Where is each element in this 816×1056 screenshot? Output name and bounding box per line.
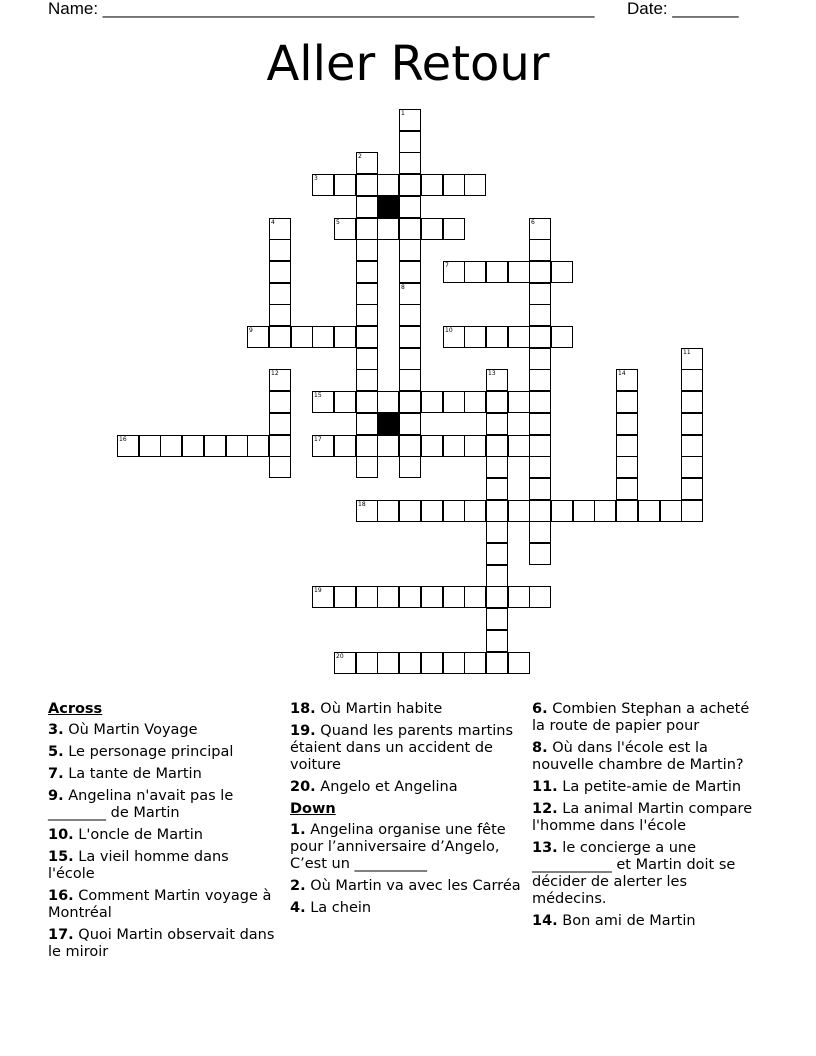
clue-number: 9	[249, 327, 253, 334]
clue-number: 7	[445, 262, 449, 269]
grid-cell[interactable]	[486, 608, 508, 630]
grid-cell[interactable]	[443, 261, 465, 283]
grid-cell[interactable]	[464, 435, 486, 457]
grid-cell[interactable]	[356, 261, 378, 283]
clue-number: 6	[531, 219, 535, 226]
clue-item-text: Où Martin habite	[315, 701, 443, 717]
grid-cell[interactable]	[681, 500, 703, 522]
grid-cell[interactable]	[508, 326, 530, 348]
grid-cell[interactable]	[269, 218, 291, 240]
clue-item-number: 12.	[532, 801, 558, 817]
down-clues-list	[290, 822, 522, 917]
down-clues-list-continued	[532, 701, 764, 930]
clue-item-text: Angelina organise une fête pour l’anniversaire d’Angelo, C’est un __________	[290, 822, 506, 872]
clue-item	[532, 701, 764, 735]
grid-cell[interactable]	[660, 500, 682, 522]
grid-cell[interactable]	[182, 435, 204, 457]
grid-cell[interactable]	[486, 326, 508, 348]
grid-cell[interactable]	[486, 435, 508, 457]
grid-cell[interactable]	[356, 326, 378, 348]
clue-item	[290, 822, 522, 873]
clue-item-number: 6.	[532, 701, 548, 717]
grid-cell[interactable]	[486, 543, 508, 565]
clue-item-text: Angelo et Angelina	[315, 779, 458, 795]
clue-item-text: L'oncle de Martin	[73, 827, 203, 843]
grid-cell[interactable]	[681, 413, 703, 435]
clue-item	[290, 878, 522, 895]
grid-cell[interactable]	[269, 304, 291, 326]
grid-cell[interactable]	[443, 391, 465, 413]
grid-cell[interactable]	[356, 413, 378, 435]
across-clues-list-continued	[290, 701, 522, 796]
clue-item-number: 1.	[290, 822, 306, 838]
clue-item	[48, 788, 280, 822]
grid-cell[interactable]	[616, 435, 638, 457]
grid-cell[interactable]	[377, 500, 399, 522]
grid-cell[interactable]	[529, 521, 551, 543]
clue-item-number: 14.	[532, 913, 558, 929]
grid-cell[interactable]	[356, 652, 378, 674]
clue-item-number: 18.	[290, 701, 316, 717]
grid-cell[interactable]	[334, 174, 356, 196]
grid-cell[interactable]	[356, 369, 378, 391]
grid-cell[interactable]	[356, 239, 378, 261]
grid-cell[interactable]	[681, 478, 703, 500]
grid-cell[interactable]	[443, 435, 465, 457]
clues-column-2	[290, 701, 522, 922]
grid-cell[interactable]	[377, 391, 399, 413]
grid-cell[interactable]	[399, 239, 421, 261]
grid-cell[interactable]	[377, 652, 399, 674]
grid-cell[interactable]	[681, 391, 703, 413]
grid-cell[interactable]	[269, 239, 291, 261]
grid-cell[interactable]	[529, 239, 551, 261]
grid-cell[interactable]	[443, 586, 465, 608]
clue-number: 2	[358, 153, 362, 160]
grid-cell[interactable]	[377, 586, 399, 608]
clue-item	[532, 740, 764, 774]
clue-number: 1	[401, 110, 405, 117]
grid-cell[interactable]	[486, 413, 508, 435]
grid-cell[interactable]	[508, 500, 530, 522]
grid-cell[interactable]	[356, 174, 378, 196]
clue-item-number: 19.	[290, 723, 316, 739]
grid-cell[interactable]	[377, 435, 399, 457]
clue-number: 10	[445, 327, 453, 334]
grid-cell[interactable]	[529, 500, 551, 522]
clue-item-number: 5.	[48, 744, 64, 760]
clue-item-number: 13.	[532, 840, 558, 856]
clue-number: 4	[271, 219, 275, 226]
grid-cell[interactable]	[529, 348, 551, 370]
clue-number: 15	[314, 392, 322, 399]
clue-item-number: 9.	[48, 788, 64, 804]
grid-cell[interactable]	[399, 456, 421, 478]
grid-cell[interactable]	[334, 435, 356, 457]
black-cell	[377, 413, 399, 435]
clue-item	[48, 927, 280, 961]
clue-item-number: 10.	[48, 827, 74, 843]
grid-cell[interactable]	[421, 586, 443, 608]
grid-cell[interactable]	[638, 500, 660, 522]
grid-cell[interactable]	[508, 586, 530, 608]
clue-item-text: Angelina n'avait pas le ________ de Martin	[48, 788, 234, 821]
grid-cell[interactable]	[616, 478, 638, 500]
grid-cell[interactable]	[616, 391, 638, 413]
grid-cell[interactable]	[399, 109, 421, 131]
grid-cell[interactable]	[681, 369, 703, 391]
clue-item	[48, 849, 280, 883]
grid-cell[interactable]	[421, 652, 443, 674]
grid-cell[interactable]	[529, 391, 551, 413]
grid-cell[interactable]	[399, 131, 421, 153]
grid-cell[interactable]	[421, 174, 443, 196]
grid-cell[interactable]	[356, 586, 378, 608]
grid-cell[interactable]	[529, 543, 551, 565]
grid-cell[interactable]	[681, 456, 703, 478]
clue-item-text: Quoi Martin observait dans le miroir	[48, 927, 275, 960]
clue-item	[48, 766, 280, 783]
clues-column-1	[48, 701, 280, 966]
grid-cell[interactable]	[508, 391, 530, 413]
grid-cell[interactable]	[486, 369, 508, 391]
grid-cell[interactable]	[529, 283, 551, 305]
clue-item	[290, 900, 522, 917]
grid-cell[interactable]	[464, 500, 486, 522]
grid-cell[interactable]	[312, 326, 334, 348]
grid-cell[interactable]	[356, 456, 378, 478]
clue-item	[48, 744, 280, 761]
grid-cell[interactable]	[443, 218, 465, 240]
grid-cell[interactable]	[269, 391, 291, 413]
clue-item-text: Comment Martin voyage à Montréal	[48, 888, 272, 921]
clue-item	[290, 723, 522, 774]
grid-cell[interactable]	[356, 152, 378, 174]
grid-cell[interactable]	[529, 586, 551, 608]
grid-cell[interactable]	[551, 326, 573, 348]
clue-number: 20	[336, 653, 344, 660]
grid-cell[interactable]	[529, 413, 551, 435]
clue-number: 13	[488, 370, 496, 377]
clues-column-3	[532, 701, 764, 935]
grid-cell[interactable]	[486, 478, 508, 500]
grid-cell[interactable]	[464, 391, 486, 413]
grid-cell[interactable]	[551, 261, 573, 283]
grid-cell[interactable]	[334, 652, 356, 674]
clue-item-number: 4.	[290, 900, 306, 916]
clue-number: 17	[314, 436, 322, 443]
clue-item-number: 15.	[48, 849, 74, 865]
clue-number: 14	[618, 370, 626, 377]
clue-item	[532, 913, 764, 930]
clue-item-text: Le personage principal	[63, 744, 234, 760]
clue-item-text: La tante de Martin	[63, 766, 202, 782]
clue-item	[290, 779, 522, 796]
clue-item-text: La chein	[305, 900, 372, 916]
grid-cell[interactable]	[594, 500, 616, 522]
grid-cell[interactable]	[377, 218, 399, 240]
grid-cell[interactable]	[312, 391, 334, 413]
grid-cell[interactable]	[269, 369, 291, 391]
clue-number: 16	[119, 436, 127, 443]
grid-cell[interactable]	[356, 196, 378, 218]
grid-cell[interactable]	[486, 261, 508, 283]
across-heading: Across	[48, 701, 103, 717]
date-field: Date: _______	[627, 0, 739, 18]
grid-cell[interactable]	[529, 261, 551, 283]
grid-cell[interactable]	[226, 435, 248, 457]
grid-cell[interactable]	[247, 326, 269, 348]
grid-cell[interactable]	[334, 218, 356, 240]
clue-number: 3	[314, 175, 318, 182]
grid-cell[interactable]	[616, 500, 638, 522]
puzzle-title: Aller Retour	[266, 36, 550, 92]
clue-number: 11	[683, 349, 691, 356]
grid-cell[interactable]	[356, 391, 378, 413]
clue-item-text: La vieil homme dans l'école	[48, 849, 229, 882]
clue-item	[290, 701, 522, 718]
clue-number: 8	[401, 284, 405, 291]
grid-cell[interactable]	[312, 586, 334, 608]
clue-item-text: Combien Stephan a acheté la route de papier pour	[532, 701, 750, 734]
grid-cell[interactable]	[443, 174, 465, 196]
grid-cell[interactable]	[508, 261, 530, 283]
grid-cell[interactable]	[204, 435, 226, 457]
black-cell	[377, 196, 399, 218]
grid-cell[interactable]	[356, 283, 378, 305]
clue-item-number: 17.	[48, 927, 74, 943]
grid-cell[interactable]	[312, 435, 334, 457]
grid-cell[interactable]	[356, 348, 378, 370]
grid-cell[interactable]	[356, 500, 378, 522]
grid-cell[interactable]	[399, 218, 421, 240]
grid-cell[interactable]	[117, 435, 139, 457]
grid-cell[interactable]	[508, 435, 530, 457]
clue-item-text: le concierge a une ___________ et Martin doit se décider de alerter les médecins.	[532, 840, 736, 907]
grid-cell[interactable]	[616, 413, 638, 435]
grid-cell[interactable]	[334, 586, 356, 608]
grid-cell[interactable]	[529, 369, 551, 391]
grid-cell[interactable]	[486, 521, 508, 543]
clue-item-number: 3.	[48, 722, 64, 738]
clue-item	[48, 722, 280, 739]
grid-cell[interactable]	[356, 304, 378, 326]
clue-item-number: 20.	[290, 779, 316, 795]
grid-cell[interactable]	[334, 326, 356, 348]
grid-cell[interactable]	[464, 261, 486, 283]
clue-item-text: Bon ami de Martin	[557, 913, 696, 929]
grid-cell[interactable]	[399, 391, 421, 413]
grid-cell[interactable]	[269, 413, 291, 435]
grid-cell[interactable]	[508, 652, 530, 674]
clue-number: 18	[358, 501, 366, 508]
grid-cell[interactable]	[443, 326, 465, 348]
grid-cell[interactable]	[421, 500, 443, 522]
grid-cell[interactable]	[269, 283, 291, 305]
grid-cell[interactable]	[681, 348, 703, 370]
grid-cell[interactable]	[399, 304, 421, 326]
grid-cell[interactable]	[334, 391, 356, 413]
grid-cell[interactable]	[529, 218, 551, 240]
grid-cell[interactable]	[616, 369, 638, 391]
grid-cell[interactable]	[399, 586, 421, 608]
grid-cell[interactable]	[269, 326, 291, 348]
grid-cell[interactable]	[356, 435, 378, 457]
clue-item	[532, 801, 764, 835]
grid-cell[interactable]	[399, 174, 421, 196]
grid-cell[interactable]	[399, 652, 421, 674]
clue-item-text: Où Martin Voyage	[63, 722, 198, 738]
grid-cell[interactable]	[486, 391, 508, 413]
clue-item-number: 11.	[532, 779, 558, 795]
clue-item-number: 7.	[48, 766, 64, 782]
grid-cell[interactable]	[421, 435, 443, 457]
grid-cell[interactable]	[139, 435, 161, 457]
grid-cell[interactable]	[399, 348, 421, 370]
clue-number: 12	[271, 370, 279, 377]
grid-cell[interactable]	[377, 174, 399, 196]
grid-cell[interactable]	[291, 326, 313, 348]
grid-cell[interactable]	[399, 196, 421, 218]
grid-cell[interactable]	[616, 456, 638, 478]
clue-number: 19	[314, 587, 322, 594]
grid-cell[interactable]	[399, 261, 421, 283]
grid-cell[interactable]	[486, 652, 508, 674]
grid-cell[interactable]	[486, 586, 508, 608]
grid-cell[interactable]	[464, 652, 486, 674]
grid-cell[interactable]	[399, 326, 421, 348]
grid-cell[interactable]	[681, 435, 703, 457]
clue-item-text: Où dans l'école est la nouvelle chambre de Martin?	[532, 740, 744, 773]
down-heading: Down	[290, 801, 336, 817]
grid-cell[interactable]	[160, 435, 182, 457]
grid-cell[interactable]	[486, 500, 508, 522]
grid-cell[interactable]	[399, 435, 421, 457]
across-clues-list	[48, 722, 280, 961]
grid-cell[interactable]	[443, 652, 465, 674]
grid-cell[interactable]	[399, 283, 421, 305]
grid-cell[interactable]	[399, 369, 421, 391]
grid-cell[interactable]	[529, 456, 551, 478]
clue-item-number: 8.	[532, 740, 548, 756]
grid-cell[interactable]	[464, 174, 486, 196]
grid-cell[interactable]	[421, 391, 443, 413]
grid-cell[interactable]	[573, 500, 595, 522]
grid-cell[interactable]	[269, 456, 291, 478]
grid-cell[interactable]	[529, 478, 551, 500]
clue-item-text: La petite-amie de Martin	[557, 779, 742, 795]
grid-cell[interactable]	[356, 218, 378, 240]
name-field: Name: ____________________________________________________	[48, 0, 595, 18]
grid-cell[interactable]	[421, 218, 443, 240]
grid-cell[interactable]	[269, 261, 291, 283]
grid-cell[interactable]	[529, 435, 551, 457]
clue-number: 5	[336, 219, 340, 226]
grid-cell[interactable]	[312, 174, 334, 196]
grid-cell[interactable]	[443, 500, 465, 522]
grid-cell[interactable]	[486, 630, 508, 652]
clue-item	[48, 827, 280, 844]
grid-cell[interactable]	[247, 435, 269, 457]
grid-cell[interactable]	[486, 565, 508, 587]
clue-item-text: La animal Martin compare l'homme dans l'école	[532, 801, 753, 834]
grid-cell[interactable]	[464, 586, 486, 608]
grid-cell[interactable]	[529, 304, 551, 326]
grid-cell[interactable]	[399, 413, 421, 435]
grid-cell[interactable]	[464, 326, 486, 348]
clue-item	[532, 840, 764, 908]
grid-cell[interactable]	[399, 500, 421, 522]
clue-item-text: Quand les parents martins étaient dans un accident de voiture	[290, 723, 514, 773]
clue-item-text: Où Martin va avec les Carréa	[305, 878, 521, 894]
clue-item-number: 2.	[290, 878, 306, 894]
grid-cell[interactable]	[399, 152, 421, 174]
grid-cell[interactable]	[529, 326, 551, 348]
grid-cell[interactable]	[551, 500, 573, 522]
grid-cell[interactable]	[269, 435, 291, 457]
grid-cell[interactable]	[486, 456, 508, 478]
clue-item	[48, 888, 280, 922]
clue-item-number: 16.	[48, 888, 74, 904]
clue-item	[532, 779, 764, 796]
